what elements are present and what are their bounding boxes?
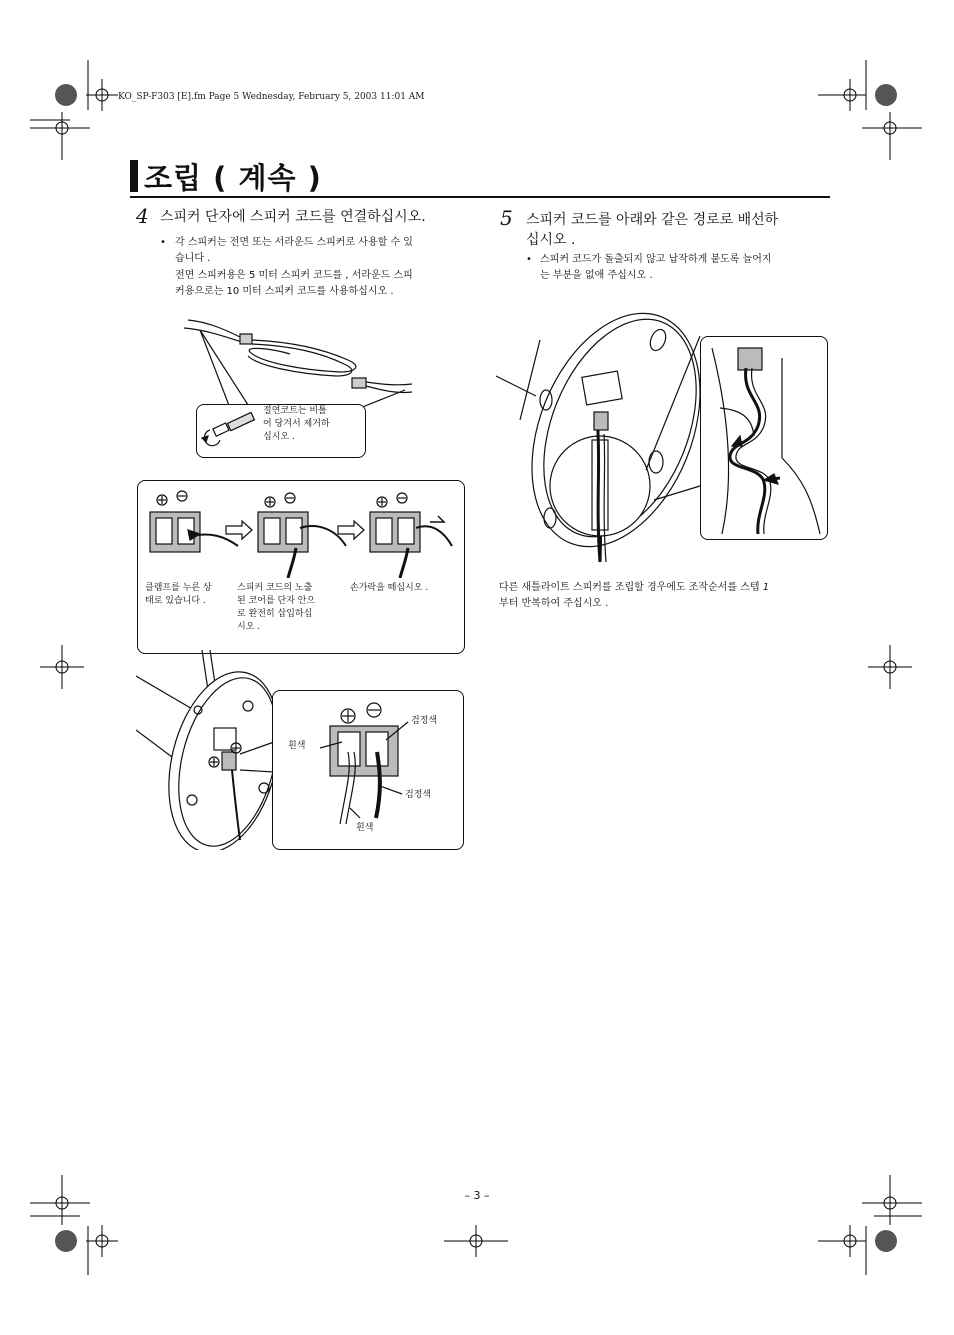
caption2-line2: 된 코어를 단자 안으 bbox=[237, 596, 316, 606]
title-rule bbox=[130, 196, 830, 198]
callout-line2: 어 당겨서 제거하 bbox=[263, 419, 330, 429]
label-black-top: 검정색 bbox=[411, 716, 438, 726]
step4-note-line1: 전면 스피커용은 5 미터 스피커 코드를 , 서라운드 스피 bbox=[175, 270, 413, 281]
step4-note-line2: 커용으로는 10 미터 스피커 코드를 사용하십시오 . bbox=[175, 286, 394, 297]
callout-line1: 절연코트는 비틀 bbox=[263, 406, 327, 416]
caption2-line4: 시오 . bbox=[237, 622, 261, 632]
step5-heading-line1: 스피커 코드를 아래와 같은 경로로 배선하 bbox=[526, 212, 779, 228]
step4-bullet-line1: 각 스피커는 전면 또는 서라운드 스피커로 사용할 수 있 bbox=[175, 237, 413, 248]
label-black-bottom: 검정색 bbox=[405, 790, 432, 800]
step5-footer-line2: 부터 반복하여 주십시오 . bbox=[499, 598, 609, 609]
caption1-line1: 클램프를 누른 상 bbox=[145, 583, 212, 593]
caption1-line2: 태로 있습니다 . bbox=[145, 596, 206, 606]
step4-bullet-dot: • bbox=[160, 237, 166, 248]
label-white-bottom: 흰색 bbox=[356, 823, 374, 833]
callout-line3: 십시오 . bbox=[263, 432, 295, 442]
step4-bullet-line2: 습니다 . bbox=[175, 253, 211, 264]
step5-bullet-line1: 스피커 코드가 돌출되지 않고 납작하게 붙도록 늘어지 bbox=[540, 254, 772, 265]
caption2-line1: 스피커 코드의 노출 bbox=[237, 583, 313, 593]
page-number: – 3 – bbox=[464, 1189, 490, 1202]
page-title: 조립 ( 계속 ) bbox=[144, 161, 322, 195]
step5-bullet-dot: • bbox=[526, 254, 532, 265]
step5-footer-step: 1 bbox=[762, 582, 770, 593]
label-white-left: 흰색 bbox=[288, 741, 306, 751]
step4-heading: 스피커 단자에 스피커 코드를 연결하십시오. bbox=[160, 209, 426, 225]
step5-heading-line2: 십시오 . bbox=[526, 232, 576, 248]
step5-bullet-line2: 는 부분을 없애 주십시오 . bbox=[540, 270, 653, 281]
title-bar bbox=[130, 160, 138, 192]
file-header: KO_SP-F303 [E].fm Page 5 Wednesday, February 5, 2003 11:01 AM bbox=[118, 92, 425, 102]
step4-number: 4 bbox=[136, 204, 149, 228]
caption2-line3: 로 완전히 삽입하십 bbox=[237, 609, 313, 619]
terminal-sequence-illustration bbox=[140, 488, 460, 578]
strip-insulation-icon bbox=[200, 410, 260, 450]
step5-number: 5 bbox=[500, 206, 513, 230]
cord-routing-detail-illustration bbox=[702, 338, 824, 536]
step5-footer-line1: 다른 새틀라이트 스피커를 조립할 경우에도 조작순서를 스텝 1 bbox=[499, 582, 770, 593]
caption3: 손가락을 떼십시오 . bbox=[350, 583, 429, 593]
